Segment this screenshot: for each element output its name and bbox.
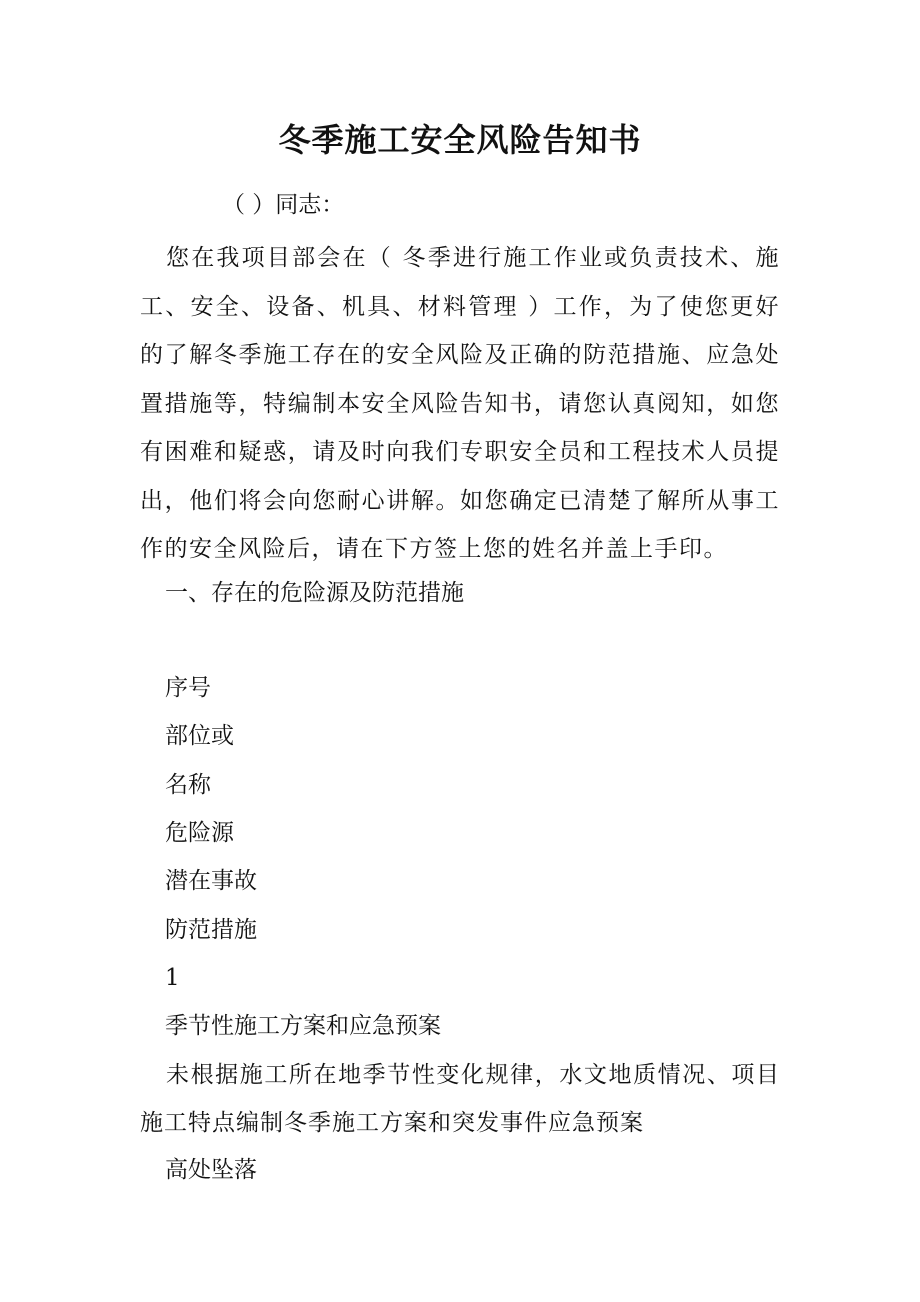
table-header-measures: 防范措施 [165, 917, 257, 943]
document-title: 冬季施工安全风险告知书 [278, 121, 642, 159]
table-header-hazard: 危险源 [165, 820, 234, 846]
salutation: （ ）同志： [222, 192, 345, 218]
row-1-accident: 高处坠落 [165, 1157, 257, 1183]
table-header-number: 序号 [165, 675, 211, 701]
row-1-number: 1 [165, 965, 180, 991]
table-header-accident: 潜在事故 [165, 868, 257, 894]
row-1-hazard: 未根据施工所在地季节性变化规律，水文地质情况、项目施工特点编制冬季施工方案和突发事件应急预案 [140, 1062, 780, 1136]
table-header-location-line1: 部位或 [165, 723, 234, 749]
table-header-location-line2: 名称 [165, 772, 211, 798]
intro-paragraph: 您在我项目部会在（ 冬季进行施工作业或负责技术、施工、安全、设备、机具、材料管理 ）工作，为了使您更好的了解冬季施工存在的安全风险及正确的防范措施、应急处置措施等，特编制本安全风险告知书，请您认真阅知，如您有困难和疑惑，请及时向我们专职安全员和工程技术人员提出，他们将会向您耐心讲解。如您确定已清楚了解所从事工作的安全风险后，请在下方签上您的姓名并盖上手印。 [140, 245, 780, 562]
section-heading: 一、存在的危险源及防范措施 [165, 580, 464, 606]
row-1-location: 季节性施工方案和应急预案 [165, 1013, 441, 1039]
